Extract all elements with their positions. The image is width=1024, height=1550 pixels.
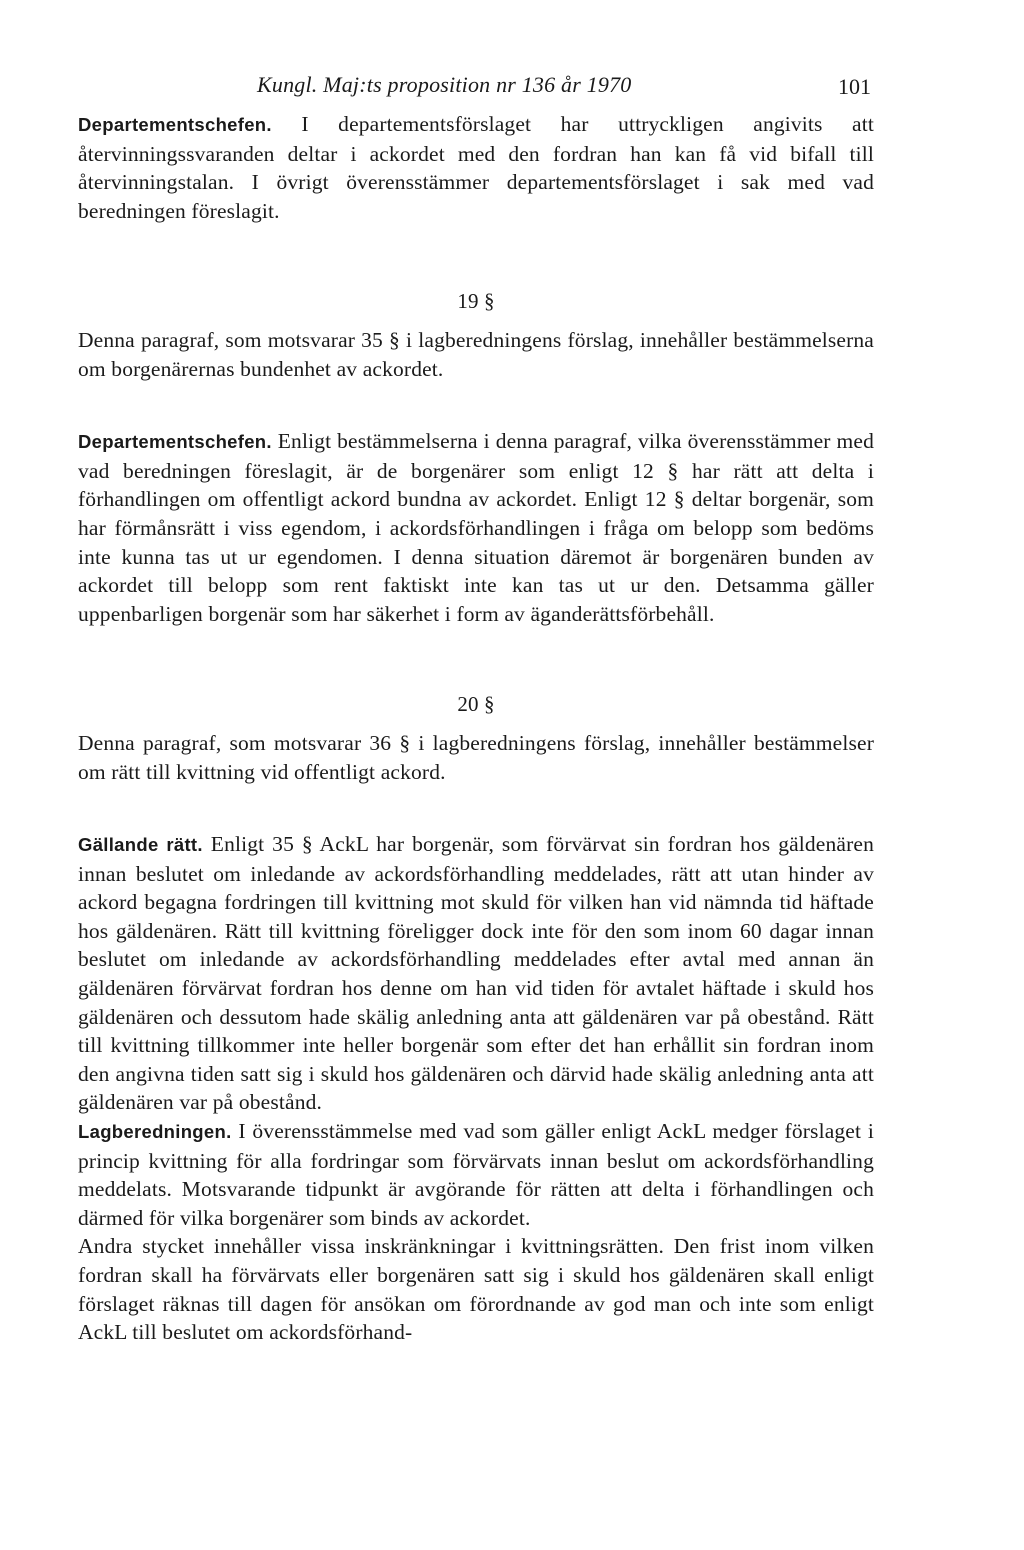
paragraph-text: Enligt bestämmelserna i denna paragraf, vilka överensstämmer med vad beredningen föreslagit, är de borgenärer som enligt 12 § har rätt att delta i förhandlingen om offentligt ackord bundna av ackordet. Enligt 12 § deltar borgenär, som har förmånsrätt i viss egendom, i ackordsförhandlingen i fråga om belopp som bedöms inte kunna tas ut ur egendomen. I denna situation däremot är borgenären bunden av ackordet till belopp som rent faktiskt inte kan tas ut ur den. Detsamma gäller uppenbarligen borgenär som har säkerhet i form av äganderättsförbehåll. xyxy=(78,429,874,626)
spacer xyxy=(78,786,874,830)
paragraph-text: I överensstämmelse med vad som gäller enligt AckL medger förslaget i princip kvittning för alla fordringar som förvärvats innan beslut om ackordsförhandling meddelats. Motsvarande tidpunkt är avgörande för rätten att delta i förhandlingen och därmed för vilka borgenärer som binds av ackordet. xyxy=(78,1119,874,1230)
section-heading-19: 19 § xyxy=(457,289,495,314)
running-title: Kungl. Maj:ts proposition nr 136 år 1970 xyxy=(257,72,632,97)
paragraph-departementschefen-1 xyxy=(78,110,874,225)
paragraph-lead: Departementschefen. xyxy=(78,114,272,135)
paragraph-andra-stycket: Andra stycket innehåller vissa inskränkningar i kvittningsrätten. Den frist inom vilken fordran skall ha förvärvats eller borgenären satt sig i skuld hos gäldenären skall enligt förslaget räknas till dagen för ansökan om förordnande av god man och inte som enligt AckL till beslutet om ackordsförhand- xyxy=(78,1234,874,1345)
paragraph-gallande-ratt xyxy=(78,830,874,1117)
section-heading-20: 20 § xyxy=(457,692,495,717)
paragraph-lagberedningen xyxy=(78,1117,874,1232)
document-body xyxy=(78,110,874,1347)
paragraph-19-summary: Denna paragraf, som motsvarar 35 § i lagberedningens förslag, innehåller bestämmelserna om borgenärernas bundenhet av ackordet. xyxy=(78,327,874,381)
spacer xyxy=(78,383,874,427)
page-number: 101 xyxy=(838,74,871,99)
paragraph-text: Enligt 35 § AckL har borgenär, som förvärvat sin fordran hos gäldenären innan beslutet om inledande av ackordsförhandling meddelades, rätt att utan hinder av ackord begagna fordringen till kvittning mot skuld för vilken han vid nämnda tid häftade hos gäldenären. Rätt till kvittning föreligger dock inte för den som inom 60 dagar innan beslutet om inledande av ackordsförhandling meddelades efter avtal med annan än gäldenären förvärvat fordran hos denne om han vid tiden för avtalet häftade i skuld hos gäldenären och dessutom hade skälig anledning anta att gäldenären var på obestånd. Rätt till kvittning tillkommer inte heller borgenär som efter det han erhållit sin fordran inom den angivna tiden satt sig i skuld hos gäldenären och därvid hade skälig anledning anta att gäldenären var på obestånd. xyxy=(78,832,874,1115)
paragraph-lead: Lagberedningen. xyxy=(78,1121,232,1143)
paragraph-text: I departementsförslaget har uttryckligen angivits att återvinningssvaranden deltar i ackordet med den fordran han kan få vid bifall till återvinningstalan. I övrigt överensstämmer departementsförslaget i sak med vad beredningen föreslagit. xyxy=(78,112,874,223)
paragraph-departementschefen-2 xyxy=(78,427,874,628)
paragraph-lead: Gällande rätt. xyxy=(78,834,203,856)
paragraph-20-summary: Denna paragraf, som motsvarar 36 § i lagberedningens förslag, innehåller bestämmelser om rätt till kvittning vid offentligt ackord. xyxy=(78,730,874,784)
paragraph-lead: Departementschefen. xyxy=(78,431,272,453)
